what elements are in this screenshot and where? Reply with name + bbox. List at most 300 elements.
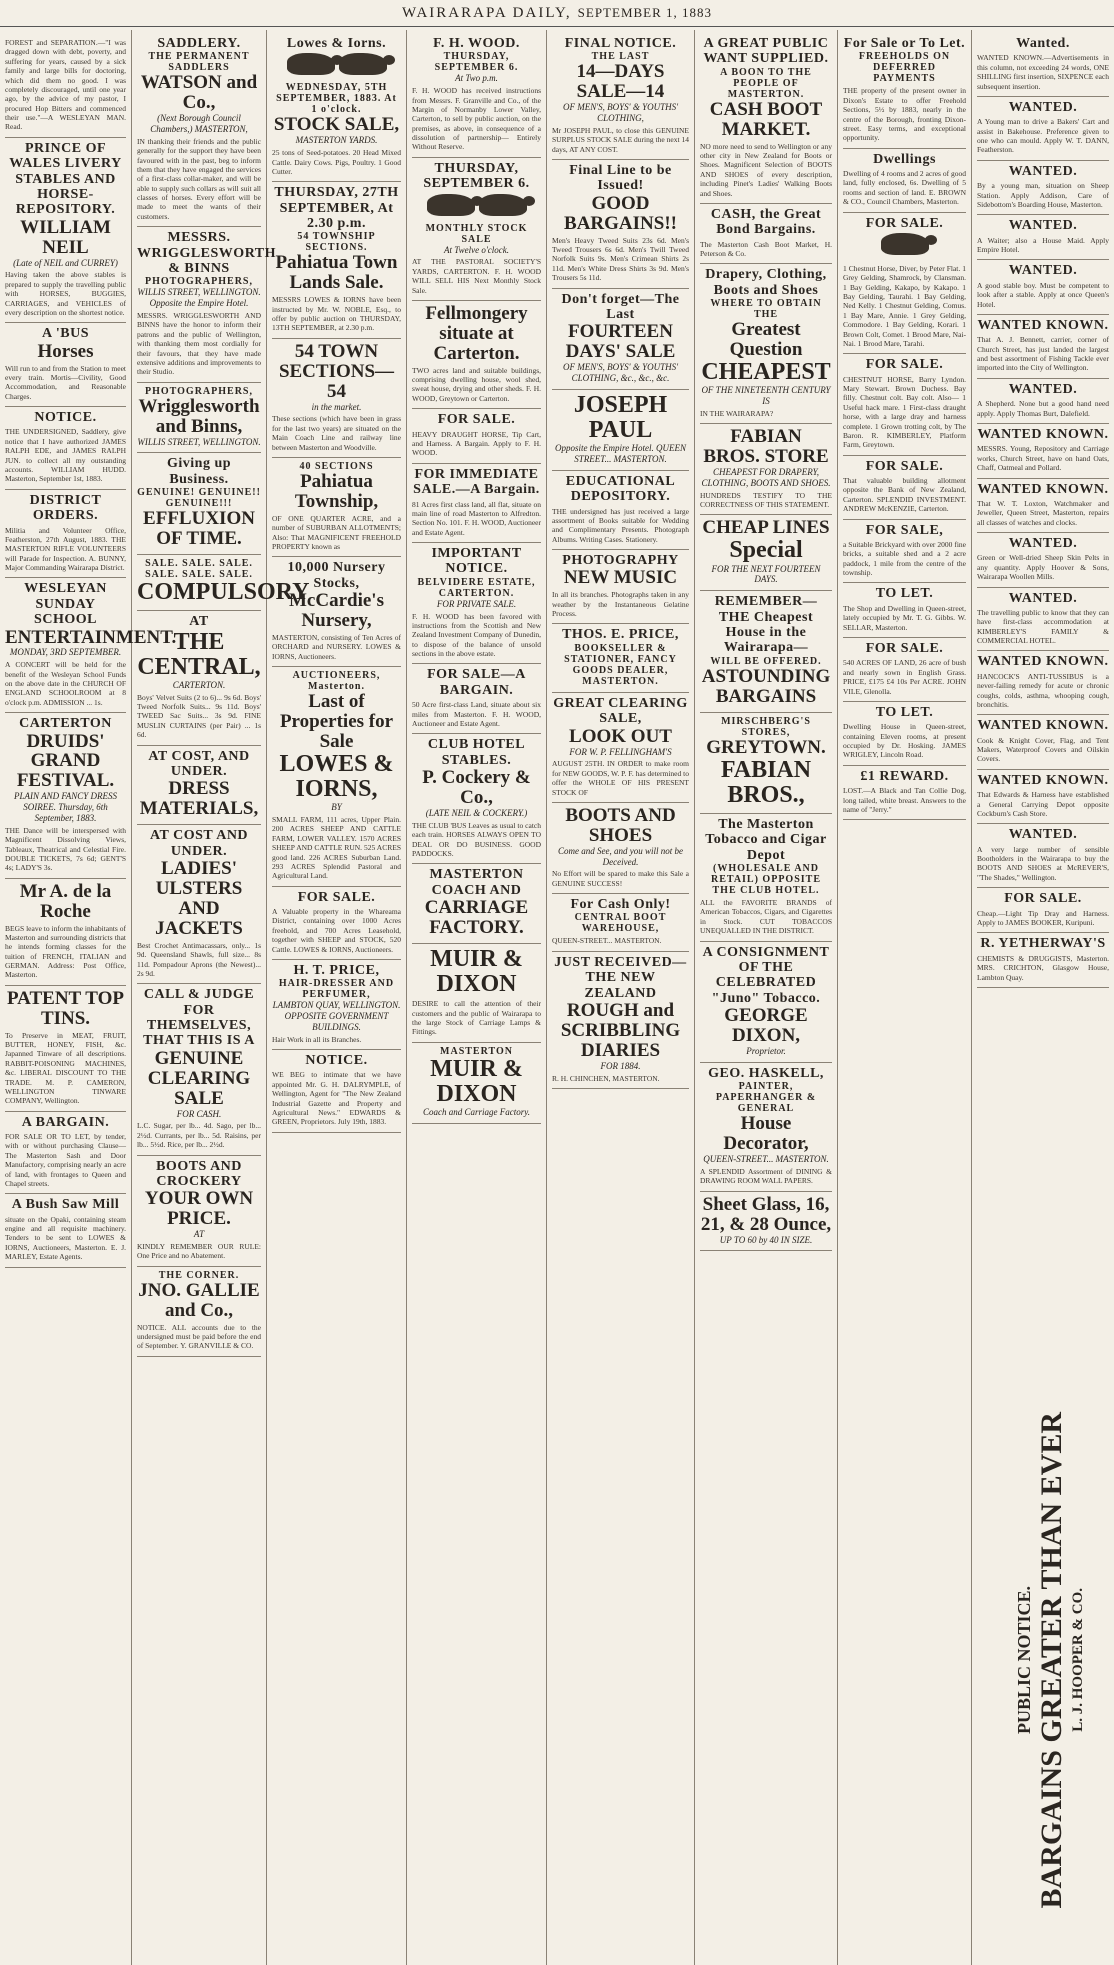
vertical-line-3: L. J. HOOPER & CO.	[1069, 1588, 1086, 1732]
advertisement	[700, 713, 832, 814]
ad-sub: BY	[331, 802, 342, 813]
ad-head: A BARGAIN.	[21, 1114, 110, 1130]
ad-big: DRESS MATERIALS,	[139, 778, 259, 820]
ad-head: GREAT CLEARING SALE,	[553, 695, 688, 727]
ad-sub: LAMBTON QUAY, WELLINGTON. OPPOSITE GOVERNMENT BUILDINGS.	[272, 1000, 401, 1032]
advertisement	[977, 33, 1109, 97]
advertisement	[977, 933, 1109, 988]
ad-head: PRINCE OF WALES LIVERY STABLES AND HORSE-REPOSITORY.	[9, 140, 122, 218]
ad-big: House Decorator,	[723, 1113, 809, 1155]
ad-text: Cook & Knight Cover, Flag, and Tent Makers, Waterproof Covers and Oilskin Covers.	[977, 735, 1109, 764]
ad-big: EFFLUXION OF TIME.	[143, 508, 255, 550]
ad-head: AT	[189, 614, 209, 630]
advertisement	[977, 479, 1109, 534]
ad-caps: WILL BE OFFERED.	[710, 655, 822, 667]
ad-text: THE property of the present owner in Dixon's Estate to offer Freehold Sections, 5½ by 1883, nearly in the centre of the Borough, fronting Dixon-street. Easy terms, and exceptional opportunity.	[843, 86, 966, 143]
ad-caps: THE CORNER.	[158, 1269, 240, 1281]
ad-caps: THE PERMANENT SADDLERS	[148, 51, 250, 74]
ad-text: SMALL FARM, 111 acres, Upper Plain. 200 ACRES SHEEP AND CATTLE FARM, LOWER VALLEY. 1570 ACRES SHEEP AND CATTLE RUN. 525 ACRES good land. 226 ACRES Suburban Land. 293 ACRES Splendid Pastoral and Agricultural Land.	[272, 815, 401, 881]
ad-caps: (WHOLESALE AND RETAIL) OPPOSITE THE CLUB HOTEL.	[711, 863, 821, 897]
ad-head: MASTERTON COACH AND	[429, 867, 524, 898]
ad-text: The Masterton Cash Boot Market, H. Peterson & Co.	[700, 239, 832, 259]
ad-head: WANTED.	[1008, 263, 1078, 279]
advertisement	[552, 624, 689, 692]
ad-text: A CONCERT will be held for the benefit of the Wesleyan School Funds on the above date in the CHURCH OF ENGLAND SCHOOLROOM at 8 o'clock p.m. ADMISSION ... 1s.	[5, 660, 126, 707]
ad-head: CARTERTON	[19, 716, 112, 732]
ad-text: IN THE WAIRARAPA?	[700, 408, 774, 418]
ad-text: F. H. WOOD has been favored with instructions from the Scottish and New Zealand Investment Company of Dunedin, to dispose of the balance of unsold sections in the above estate.	[412, 611, 541, 659]
ad-text: CHESTNUT HORSE, Barry Lyndon. Mary Stewart. Brown Duchess. Bay filly. Chestnut colt. Bay colt. Also— 1 Useful hack mare. 1 First-class draught horse, with a large dray and harness complete. 1 Grown trotting colt, by The Baron. R. KIMBERLEY, Platform Farm, Greytown.	[843, 374, 966, 450]
advertisement	[977, 215, 1109, 260]
ad-sub: FOR PRIVATE SALE.	[436, 598, 517, 609]
ad-text: QUEEN-STREET... MASTERTON.	[552, 936, 662, 946]
ad-sub: (LATE NEIL & COCKERY.)	[425, 808, 528, 819]
advertisement	[137, 453, 261, 555]
ad-text: TWO acres land and suitable buildings, comprising dwelling house, wool shed, sweat house, drying and other sheds. F. H. WOOD, Greytown or Carterton.	[412, 365, 541, 403]
ad-text: Best Crochet Antimacassars, only... 1s 9d. Queensland Shawls, full size... 8s 11d. Pompadour Aprons (the Newest)... 2s 9d.	[137, 940, 261, 978]
ad-head: MESSRS. WRIGGLESWORTH & BINNS	[137, 230, 277, 277]
ad-big: BOOTS AND SHOES	[565, 804, 676, 846]
ad-huge: MUIR & DIXON	[430, 945, 523, 998]
ad-sub: WILLIS STREET, WELLINGTON. Opposite the Empire Hotel.	[137, 287, 261, 309]
ad-caps: PAINTER, PAPERHANGER & GENERAL	[715, 1081, 817, 1115]
advertisement	[272, 182, 401, 339]
ad-caps: A BOON TO THE PEOPLE OF MASTERTON.	[720, 66, 812, 100]
advertisement	[552, 550, 689, 624]
ad-head: NOTICE.	[305, 1053, 368, 1069]
ad-big: Last of Properties for Sale	[279, 691, 394, 752]
ad-caps: MONTHLY STOCK SALE	[425, 222, 528, 245]
ad-big: Sheet Glass, 16, 21, & 28 Ounce,	[700, 1193, 832, 1235]
ad-text: THE UNDERSIGNED, Saddlery, give notice that I have authorized JAMES RALPH EDE, and JAMES RALPH JUN. to collect all my outstanding accounts. WILLIAM HUDD. Masterton, September 1st, 1883.	[5, 427, 126, 484]
advertisement	[700, 942, 832, 1063]
ad-head: WANTED.	[1008, 381, 1078, 397]
advertisement	[137, 611, 261, 745]
advertisement	[552, 289, 689, 390]
advertisement	[5, 986, 126, 1112]
ad-big: JNO. GALLIE and Co.,	[138, 1279, 260, 1321]
ad-head: WANTED KNOWN.	[977, 654, 1109, 670]
ad-huge: COMPULSORY	[137, 578, 310, 605]
ad-text: FOR SALE OR TO LET, by tender, with or without purchasing Clause— The Masterton Sash and Door Manufactory, comprising nearly an acre of land, with frontages to Queen and Chapel streets.	[5, 1132, 126, 1188]
advertisement	[137, 227, 277, 382]
advertisement	[977, 533, 1109, 588]
advertisement	[700, 1192, 832, 1252]
ad-head: FOR SALE.	[297, 889, 376, 905]
ad-sub: (Next Borough Council Chambers,) MASTERTON,	[150, 113, 248, 135]
ad-head: Dwellings	[873, 151, 936, 167]
ad-head: THURSDAY, SEPTEMBER 6.	[423, 160, 530, 192]
column-8	[972, 30, 1114, 1965]
advertisement	[977, 260, 1109, 315]
advertisement	[412, 543, 541, 664]
column-1	[0, 30, 177, 1965]
advertisement	[412, 158, 541, 301]
ad-head: WANTED KNOWN.	[977, 317, 1109, 333]
ad-text: A very large number of sensible Bootholders in the Wairarapa to buy the BOOTS AND SHOES at McREVER'S, "The Shades," Wellington.	[977, 844, 1109, 882]
ad-sub: QUEEN-STREET... MASTERTON.	[703, 1154, 829, 1165]
ad-text: That Edwards & Harness have established a General Carrying Depot opposite Cockburn's Cash Store.	[977, 790, 1109, 818]
ad-text: BEGS leave to inform the inhabitants of Masterton and surrounding districts that he intends forming classes for the tuition of FRENCH, ITALIAN and GERMAN. Address: Post Office, Masterton.	[5, 923, 126, 980]
ad-caps: THURSDAY, SEPTEMBER 6.	[434, 51, 519, 74]
ad-head: FOR SALE.	[865, 357, 944, 373]
ad-head: FOR SALE.	[1004, 891, 1082, 907]
ad-big: PATENT TOP TINS.	[6, 987, 125, 1029]
ad-head: REMEMBER—THE Cheapest House in the Wairarapa—	[714, 594, 818, 656]
ad-text: MESSRS. Young, Repository and Carriage works, Church Street, have on hand Oats, Chaff, Oatmeal and Pollard.	[977, 444, 1109, 473]
advertisement	[412, 409, 541, 464]
ad-caps: 54 TOWNSHIP SECTIONS.	[297, 231, 376, 254]
advertisement	[412, 33, 541, 158]
advertisement	[843, 638, 966, 702]
ad-text: Cheap.—Light Tip Dray and Harness. Apply to JAMES BOOKER, Kuripuni.	[977, 908, 1109, 927]
ad-text: These sections (which have been in grass for the last two years) are situated on the Main Coach Line and railway line between Masterton and Woodville.	[272, 414, 401, 452]
ad-text: HEAVY DRAUGHT HORSE, Tip Cart, and Harness. A Bargain. Apply to F. H. WOOD.	[412, 429, 541, 458]
ad-big: LOOK OUT	[569, 725, 672, 747]
ad-huge: Special	[729, 537, 803, 564]
advertisement	[977, 651, 1109, 715]
ad-text: THE undersigned has just received a large assortment of Books suitable for Wedding and Complimentary Presents. Photograph Albums. Writing Cases. Stationery.	[552, 506, 689, 544]
ad-head: WANTED.	[1008, 536, 1078, 552]
ad-head: 10,000 Nursery Stocks,	[287, 560, 386, 591]
advertisement	[700, 204, 832, 265]
ad-big: Mr A. de la Roche	[19, 880, 112, 922]
ad-big: CASH BOOT MARKET.	[709, 98, 823, 140]
ad-head: For Cash Only!	[570, 897, 671, 913]
ad-text: Mr JOSEPH PAUL, to close this GENUINE SURPLUS STOCK SALE during the next 14 days, AT ANY COST.	[552, 125, 689, 154]
ad-text: By a young man, situation on Sheep Station. Apply Addison, Care of Sidebottom's Boarding House, Masterton.	[977, 181, 1109, 209]
ad-sub: Opposite the Empire Hotel. QUEEN STREET... MASTERTON.	[555, 443, 686, 464]
ad-head: R. YETHERWAY'S	[980, 936, 1106, 952]
ad-head: A Bush Saw Mill	[11, 1197, 120, 1213]
ad-text: A good stable boy. Must be competent to look after a stable. Apply at once Queen's Hotel.	[977, 280, 1109, 309]
advertisement	[700, 424, 832, 515]
ad-head: SADDLERY.	[157, 36, 241, 51]
ad-sub: OF MEN'S, BOYS' & YOUTHS' CLOTHING, &c., &c., &c.	[562, 362, 679, 383]
ad-text: situate on the Opaki, containing steam engine and all requisite machinery. Tenders to be sent to LOWES & IORNS, Auctioneers, Masterton. E. J. MARLEY, Estate Agents.	[5, 1214, 126, 1262]
advertisement	[700, 33, 832, 204]
advertisement	[5, 713, 126, 878]
ad-big: ASTOUNDING BARGAINS	[701, 665, 831, 707]
ad-big: FOURTEEN DAYS' SALE	[565, 321, 676, 363]
ad-head: A GREAT PUBLIC WANT SUPPLIED.	[703, 36, 829, 67]
ad-text: A Young man to drive a Bakers' Cart and assist in Bakehouse. Preference given to one who can mould. Apply W. T. DANN, Featherston.	[977, 117, 1109, 155]
advertisement	[5, 1194, 126, 1267]
advertisement	[5, 323, 126, 407]
advertisement	[412, 464, 541, 543]
ad-head: TO LET.	[875, 704, 934, 720]
ad-head: PHOTOGRAPHY	[562, 553, 679, 569]
ad-text: The travelling public to know that they can have first-class accommodation at KIMBERLEY'S FAMILY & COMMERCIAL HOTEL.	[977, 607, 1109, 646]
advertisement	[137, 1156, 261, 1267]
ad-head: F. H. WOOD.	[433, 36, 520, 51]
ad-head: JUST RECEIVED—THE NEW ZEALAND	[554, 954, 687, 1001]
ad-text: 540 ACRES OF LAND, 26 acre of bush and nearly sown in English Grass. PRICE, £175 £4 10s Per ACRE. JOHN VILE, Glenolla.	[843, 658, 966, 696]
ad-huge: JOSEPH PAUL	[573, 391, 668, 443]
advertisement	[843, 766, 966, 821]
ad-big: Pahiatua Town Lands Sale.	[275, 252, 398, 294]
ad-big: P. Cockery & Co.,	[422, 767, 531, 809]
column-5	[547, 30, 695, 1965]
advertisement	[552, 471, 689, 550]
masthead-date: SEPTEMBER 1, 1883	[577, 5, 713, 20]
advertisement	[977, 824, 1109, 888]
ad-big: Fellmongery situate at Carterton.	[425, 302, 528, 364]
sheep-icon	[479, 194, 527, 216]
ad-big: CHEAP LINES	[702, 517, 830, 539]
ad-caps: AUCTIONEERS, Masterton.	[292, 670, 381, 693]
ad-head: AT COST, AND UNDER.	[148, 748, 250, 779]
ad-text: LOST.—A Black and Tan Collie Dog, long tailed, white breast. Answers to the name of "Jerry."	[843, 786, 966, 814]
masthead	[0, 0, 1114, 27]
advertisement	[843, 702, 966, 766]
ad-head: FOR IMMEDIATE SALE.—A Bargain.	[413, 466, 540, 498]
ad-sub: FOR 1884.	[600, 1060, 641, 1071]
ad-sub: MONDAY, 3RD SEPTEMBER.	[9, 647, 122, 658]
ad-head: FOR SALE,	[865, 522, 944, 538]
ad-sub: UP TO 60 by 40 IN SIZE.	[719, 1234, 813, 1245]
ad-text: Will run to and from the Station to meet every train. Mortis—Civility, Good Accommodation, and Reasonable Charges.	[5, 363, 126, 401]
ad-head: TO LET.	[875, 586, 934, 602]
ad-big: WILLIAM NEIL	[20, 216, 111, 258]
advertisement	[700, 264, 832, 424]
columns	[0, 30, 1114, 1965]
ad-text: THE CLUB 'BUS Leaves as usual to catch each train. HORSES ALWAYS OPEN TO DEAL OR DO BUSINESS. GOOD PADDOCKS.	[412, 820, 541, 858]
ad-sub: FOR THE NEXT FOURTEEN DAYS.	[711, 563, 821, 585]
ad-head: Drapery, Clothing, Boots and Shoes	[705, 267, 827, 298]
advertisement	[977, 161, 1109, 216]
ad-text: Men's Heavy Tweed Suits 23s 6d. Men's Tweed Trousers 6s 6d. Men's Twill Tweed Norfolk Suits 9s. Men's Crimean Shirts 2s 11d. Men's White Dress Shirts 3s 9d. Men's Trousers 5s 11d.	[552, 235, 689, 283]
vertical-notice	[988, 1360, 1112, 1960]
ad-text: Green or Well-dried Sheep Skin Pelts in any quantity. Apply Hoover & Sons, Wairarapa Woollen Mills.	[977, 553, 1109, 582]
ad-sub: Proprietor.	[746, 1046, 786, 1057]
ad-head: WESLEYAN SUNDAY SCHOOL	[24, 581, 107, 628]
ad-text: That A. J. Bennett, carrier, corner of Church Street, has just landed the largest and best assortment of Fishing Tackle ever imported into the City of Wellington.	[977, 335, 1109, 373]
ad-head: BOOTS AND CROCKERY	[156, 1158, 242, 1189]
ad-text: That valuable building allotment opposite the Bank of New Zealand, Carterton. SPLENDID INVESTMENT. ANDREW McKENZIE, Carterton.	[843, 476, 966, 514]
ad-head: FOR SALE.	[865, 458, 944, 474]
ad-text: A Valuable property in the Whareama District, containing over 1000 Acres freehold, and 700 Acres Leasehold, together with SHEEP and STOCK, 520 Cattle. LOWES & IORNS, Auctioneers.	[272, 907, 401, 954]
ad-big: DRUIDS' GRAND FESTIVAL.	[16, 730, 115, 792]
ad-head: WANTED KNOWN.	[977, 772, 1109, 788]
ad-text: The Shop and Dwelling in Queen-street, lately occupied by Mr. T. G. Gibbs. W. SELLAR, Masterton.	[843, 603, 966, 632]
ad-sub: FOR CASH.	[176, 1108, 222, 1119]
advertisement	[412, 664, 541, 734]
ad-text: ALL the FAVORITE BRANDS of American Tobaccos, Cigars, and Cigarettes in Stock. CUT TOBACCOS UNEQUALLED IN THE DISTRICT.	[700, 898, 832, 936]
ad-caps: FREEHOLDS ON DEFERRED PAYMENTS	[858, 51, 951, 85]
advertisement	[700, 1063, 832, 1192]
ad-text: Boys' Velvet Suits (2 to 6)... 9s 6d. Boys' Tweed Norfolk Suits... 9s 11d. Boys' TWEED Sac Suits... 3s 9d. FINE MUSLIN CURTAINS (per Pair) ... 1s 6d.	[137, 692, 261, 740]
ad-text: Dwelling House in Queen-street, containing Eleven rooms, at present occupied by Dr. Hosking. JAMES WRIGLEY, Lincoln Road.	[843, 722, 966, 760]
ad-sub: WILLIS STREET, WELLINGTON.	[137, 436, 261, 447]
ad-head: WANTED.	[1008, 99, 1078, 115]
column-2	[132, 30, 310, 1965]
ad-head: Don't forget—The Last	[561, 291, 680, 322]
ad-head: NOTICE.	[34, 410, 97, 426]
ad-caps: WEDNESDAY, 5TH SEPTEMBER, 1883. At 1 o'clock.	[276, 82, 397, 116]
ad-head: For Sale or To Let.	[843, 36, 966, 51]
ad-text: AUGUST 25TH. IN ORDER to make room for NEW GOODS, W. P. F. has determined to offer the WHOLE OF HIS PRESENT STOCK OF	[552, 759, 689, 797]
advertisement	[5, 33, 126, 138]
ad-caps: SALE. SALE. SALE. SALE. SALE. SALE.	[145, 557, 253, 580]
ad-big: Pahiatua Township,	[294, 470, 379, 512]
advertisement	[552, 33, 689, 160]
ad-huge: CHEAPEST	[701, 359, 831, 386]
ad-text: A Waiter; also a House Maid. Apply Empire Hotel.	[977, 235, 1109, 255]
ad-head: Lowes & Iorns.	[286, 36, 387, 51]
advertisement	[843, 149, 966, 213]
ad-head: £1 REWARD.	[860, 768, 949, 784]
ad-head: FOR SALE.	[865, 215, 944, 231]
ad-text: 1 Chestnut Horse, Diver, by Peter Flat. 1 Grey Gelding, Shamrock, by Clansman. 1 Bay Gelding, Kakapo, by Kakapo. 1 Bay Gelding, Taurahi. 1 Bay Gelding, Ned Kelly. 1 Chestnut Gelding, Comus. 1 Bay Mare, Annie. 1 Grey Gelding, Commodore. 1 Bay Gelding, Korari. 1 Brown Colt, Comet. 1 Brood Mare, Nai-Nai. 1 Brood Mare, Tarahi.	[843, 263, 966, 348]
advertisement	[412, 1043, 541, 1124]
vertical-line-2: BARGAINS GREATER THAN EVER	[1034, 1411, 1068, 1909]
ad-big: WATSON and Co.,	[140, 72, 258, 114]
ad-head: WANTED KNOWN.	[977, 426, 1109, 442]
ad-text: Dwelling of 4 rooms and 2 acres of good land, fully enclosed, 6s. Dwelling of 5 rooms and section of land. E. BROWN & CO., Council Chambers, Masterton.	[843, 169, 966, 207]
ad-head: WANTED.	[1008, 163, 1078, 179]
ad-text: 50 Acre first-class Land, situate about six miles from Masterton. F. H. WOOD, Auctioneer and Estate Agent.	[412, 700, 541, 728]
ad-text: F. H. WOOD has received instructions from Messrs. F. Granville and Co., of the Margin of Normanby Lower Valley, Carterton, to sell by public auction, on the premises, as above, in consequence of a dissolution of partnership— Entirely Without Reserve.	[412, 86, 541, 152]
ad-big: 54 TOWN SECTIONS—54	[278, 340, 395, 402]
advertisement	[552, 894, 689, 952]
ad-text: MESSRS LOWES & IORNS have been instructed by Mr. W. NOBLE, Esq., to offer by public auction on THURSDAY, 13TH SEPTEMBER, at 2.30 p.m.	[272, 295, 401, 333]
advertisement	[272, 339, 401, 458]
advertisement	[977, 424, 1109, 479]
advertisement	[272, 667, 401, 887]
ad-sub: OF THE NINETEENTH CENTURY IS	[701, 385, 831, 407]
ad-caps: MIRSCHBERG'S STORES,	[721, 715, 811, 738]
advertisement	[137, 746, 261, 826]
advertisement	[412, 734, 541, 864]
ad-head: WANTED KNOWN.	[977, 718, 1109, 734]
ad-head: DISTRICT ORDERS.	[29, 492, 102, 524]
ad-huge: LOWES & IORNS,	[279, 750, 394, 803]
advertisement	[272, 458, 401, 557]
ad-head: FOR SALE.	[865, 640, 944, 656]
advertisement	[5, 138, 126, 324]
cattle-icon	[287, 53, 335, 75]
advertisement	[272, 887, 401, 960]
ad-text: NO more need to send to Wellington or any other city in New Zealand for Boots or Shoes. Magnificent Selection of BOOTS AND SHOES of every description, including Pinet's Ladies' Walking Boots and Shoes.	[700, 141, 832, 198]
advertisement	[977, 588, 1109, 652]
ad-big: GOOD BARGAINS!!	[564, 192, 677, 234]
ad-text: In all its branches. Photographs taken in any weather by the Instantaneous Gelatine Process.	[552, 590, 689, 619]
ad-big: GENUINE CLEARING SALE	[147, 1047, 251, 1109]
advertisement	[843, 354, 966, 455]
ad-big: CARRIAGE FACTORY.	[424, 897, 529, 939]
ad-text: a Suitable Brickyard with over 2000 fine bricks, a suitable shed and a 2 acre paddock, 1 mile from the centre of the township.	[843, 539, 966, 578]
ad-huge: THE CENTRAL,	[137, 628, 261, 680]
ad-text: MASTERTON, consisting of Ten Acres of ORCHARD and NURSERY. LOWES & IORNS, Auctioneers.	[272, 632, 401, 661]
ad-head: WANTED.	[1008, 590, 1078, 606]
ad-sub: in the market.	[311, 401, 362, 412]
ad-text: A Shepherd. None but a good hand need apply. Apply Thomas Burt, Dalefield.	[977, 399, 1109, 418]
ad-caps: WHERE TO OBTAIN THE	[710, 298, 822, 321]
ad-head: H. T. PRICE,	[293, 962, 380, 978]
column-3	[267, 30, 407, 1965]
advertisement	[272, 1050, 401, 1133]
ad-text: OF ONE QUARTER ACRE, and a number of SUBURBAN ALLOTMENTS; Also: That MAGNIFICENT FREEHOLD PROPERTY known as	[272, 513, 401, 551]
advertisement	[137, 1267, 261, 1357]
ad-text: 81 Acres first class land, all flat, situate on main line of road Masterton to Alfredton. Section No. 101. F. H. WOOD, Auctioneer and Estate Agent.	[412, 499, 541, 537]
ad-head: EDUCATIONAL DEPOSITORY.	[565, 473, 676, 505]
ad-text: AT THE PASTORAL SOCIETY'S YARDS, CARTERTON. F. H. WOOD WILL SELL HIS Next Monthly Stock Sale.	[412, 257, 541, 295]
ad-big: FABIAN BROS. STORE	[703, 426, 829, 468]
advertisement	[137, 383, 261, 454]
ad-text: MESSRS. WRIGGLESWORTH AND BINNS have the honor to inform their patrons and the public of Wellington, with thanking them most cordially for their favours, that they have made extensive additions and improvements to their Studio.	[137, 311, 261, 377]
ad-head: IMPORTANT NOTICE.	[431, 546, 522, 577]
ad-sub: Come and See, and you will not be Deceived.	[558, 845, 683, 867]
ad-sub: MASTERTON YARDS.	[295, 135, 378, 146]
advertisement	[843, 456, 966, 520]
ad-head: THOS. E. PRICE,	[562, 627, 679, 643]
ad-sub: FOR W. P. FELLINGHAM'S	[569, 746, 672, 757]
ad-text: CHEMISTS & DRUGGISTS, Masterton. MRS. CRICHTON, Glasgow House, Lambton Quay.	[977, 953, 1109, 982]
ad-caps: BELVIDERE ESTATE, CARTERTON.	[417, 576, 536, 599]
masthead-title: WAIRARAPA DAILY,	[401, 4, 572, 21]
ad-text: 25 tons of Seed-potatoes. 20 Head Mixed Cattle. Dairy Cows. Pigs, Poultry. 1 Good Cutter.	[272, 148, 401, 176]
ad-head: WANTED KNOWN.	[977, 481, 1109, 497]
ad-caps: BOOKSELLER & STATIONER, FANCY GOODS DEALER, MASTERTON.	[564, 642, 677, 687]
ad-head: The Masterton Tobacco and Cigar Depot	[705, 816, 827, 863]
ad-big: Wrigglesworth and Binns,	[138, 395, 260, 437]
ad-text: Militia and Volunteer Office, Featherston, 27th August, 1883. THE MASTERTON RIFLE VOLUNTEERS will Parade for Inspection. A. BUNNY, Major Commanding Wairarapa District.	[5, 525, 126, 572]
ad-text: A SPLENDID Assortment of DINING & DRAWING ROOM WALL PAPERS.	[700, 1166, 832, 1186]
ad-text: WANTED KNOWN.—Advertisements in this column, not exceeding 24 words, ONE SHILLING first insertion, SIXPENCE each subsequent insertion.	[977, 53, 1109, 91]
ad-text: R. H. CHINCHEN, MASTERTON.	[552, 1073, 660, 1083]
advertisement	[5, 879, 126, 986]
ad-head: THURSDAY, 27TH SEPTEMBER, At 2.30 p.m.	[274, 185, 399, 232]
advertisement	[977, 715, 1109, 770]
ad-caps: PHOTOGRAPHERS,	[145, 276, 253, 288]
ad-sub: At Two p.m.	[455, 73, 498, 84]
ad-big: 14—DAYS SALE—14	[576, 61, 665, 103]
advertisement	[272, 557, 401, 667]
ad-text: HUNDREDS TESTIFY TO THE CORRECTNESS OF THIS STATEMENT.	[700, 490, 832, 510]
ad-big: McCardie's Nursery,	[289, 590, 384, 631]
ad-sub: PLAIN AND FANCY DRESS SOIREE. Thursday, 6th September, 1883.	[14, 791, 117, 823]
sheep-illustration	[412, 192, 541, 223]
ad-caps: 40 SECTIONS	[299, 460, 374, 472]
ad-sub: OF MEN'S, BOYS' & YOUTHS' CLOTHING,	[562, 102, 679, 124]
advertisement	[137, 984, 261, 1155]
ad-head: Wanted.	[1016, 36, 1070, 51]
ad-head: A CONSIGNMENT OF THE CELEBRATED "Juno" Tobacco.	[702, 944, 830, 1006]
advertisement	[843, 33, 966, 149]
ad-head: AT COST AND UNDER.	[149, 828, 249, 859]
ad-text: HANCOCK'S ANTI-TUSSIBUS is a never-failing remedy for acute or chronic coughs, colds, asthma, whooping cough, bronchitis.	[977, 671, 1109, 709]
ad-text: THE Dance will be interspersed with Magnificent Dissolving Views, Tableaux, Theatrical and Celestial Fire. DOUBLE TICKETS, 7s 6d; GENT'S 4s; LADY'S 3s.	[5, 825, 126, 873]
ad-big: GEORGE DIXON,	[724, 1005, 808, 1047]
ad-text: No Effort will be spared to make this Sale a GENUINE SUCCESS!	[552, 869, 689, 888]
ad-sub: CHEAPEST FOR DRAPERY, CLOTHING, BOOTS AND SHOES.	[701, 467, 831, 488]
advertisement	[843, 583, 966, 638]
advertisement	[137, 825, 261, 984]
advertisement	[977, 379, 1109, 424]
cattle-icon	[339, 53, 387, 75]
ad-sub: CARTERTON.	[172, 679, 226, 690]
ad-head: FOR SALE—A BARGAIN.	[427, 667, 526, 698]
vertical-line-1: PUBLIC NOTICE.	[1013, 1585, 1034, 1735]
advertisement	[137, 33, 261, 227]
ad-head: Giving up Business.	[166, 456, 232, 487]
ad-big: NEW MUSIC	[563, 567, 678, 589]
advertisement	[977, 315, 1109, 379]
ad-head: CASH, the Great Bond Bargains.	[710, 206, 822, 238]
advertisement	[5, 578, 177, 713]
advertisement	[977, 888, 1109, 933]
